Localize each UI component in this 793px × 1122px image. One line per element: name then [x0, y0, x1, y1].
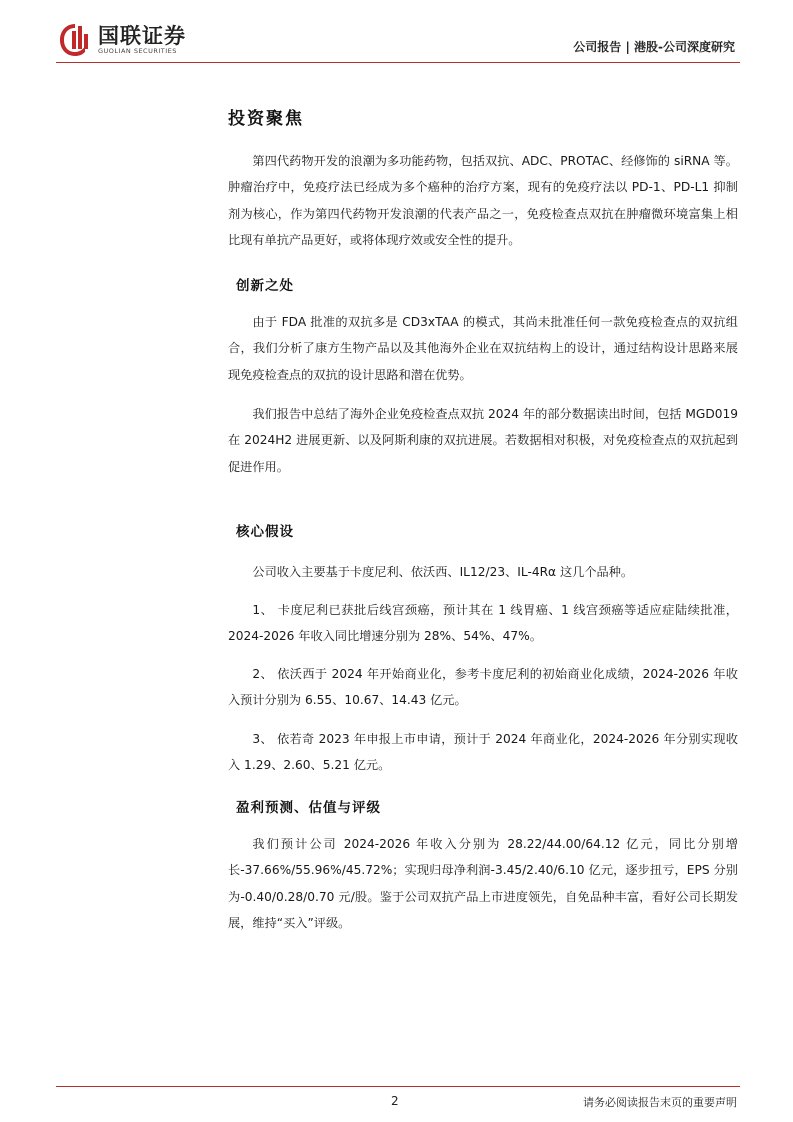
paragraph: 第四代药物开发的浪潮为多功能药物，包括双抗、ADC、PROTAC、经修饰的 siRNA 等。肿瘤治疗中，免疫疗法已经成为多个癌种的治疗方案，现有的免疫疗法以 PD-1、PD-L1 抑制剂为核心，作为第四代药物开发浪潮的代表产品之一，免疫检查点双抗在肿瘤微环境富集上相比现有单抗产品更好，或将体现疗效或安全性的提升。: [228, 154, 738, 248]
logo-chinese-name: 国联证券: [98, 23, 186, 48]
paragraph: 1、 卡度尼利已获批后线宫颈癌，预计其在 1 线胃癌、1 线宫颈癌等适应症陆续批准，2024-2026 年收入同比增速分别为 28%、54%、47%。: [228, 603, 738, 644]
section-title-investment-focus: 投资聚焦: [228, 109, 304, 129]
footer-disclaimer: 请务必阅读报告末页的重要声明: [583, 1096, 737, 1109]
paragraph: 由于 FDA 批准的双抗多是 CD3xTAA 的模式，其尚未批准任何一款免疫检查点的双抗组合，我们分析了康方生物产品以及其他海外企业在双抗结构上的设计，通过结构设计思路来展现免疫检查点的双抗的设计思路和潜在优势。: [228, 315, 738, 382]
section-title-earnings-forecast: 盈利预测、估值与评级: [236, 800, 381, 816]
paragraph: 3、 依若奇 2023 年申报上市申请，预计于 2024 年商业化，2024-2026 年分别实现收入 1.29、2.60、5.21 亿元。: [228, 732, 738, 773]
paragraph: 2、 依沃西于 2024 年开始商业化，参考卡度尼利的初始商业化成绩，2024-2026 年收入预计分别为 6.55、10.67、14.43 亿元。: [228, 667, 738, 708]
logo-english-name: GUOLIAN SECURITIES: [98, 46, 177, 55]
report-type: 公司报告 | 港股-公司深度研究: [573, 40, 735, 54]
page-number: 2: [391, 1094, 399, 1108]
guolian-logo-icon: [58, 22, 92, 58]
section-title-core-assumptions: 核心假设: [236, 524, 294, 540]
paragraph: 我们报告中总结了海外企业免疫检查点双抗 2024 年的部分数据读出时间，包括 MGD019 在 2024H2 进展更新、以及阿斯利康的双抗进展。若数据相对积极，对免疫检查点的双抗起到促进作用。: [228, 407, 738, 474]
company-logo: [58, 22, 186, 58]
paragraph: 我们预计公司 2024-2026 年收入分别为 28.22/44.00/64.12 亿元，同比分别增长-37.66%/55.96%/45.72%；实现归母净利润-3.45/2.40/6.10 亿元，逐步扭亏，EPS 分别为-0.40/0.28/0.70 元/股。鉴于公司双抗产品上市进度领先，自免品种丰富，看好公司长期发展，维持“买入”评级。: [228, 837, 738, 931]
section-title-innovation: 创新之处: [236, 278, 294, 294]
header-divider: [56, 62, 740, 63]
footer-divider: [56, 1086, 740, 1087]
page-header: [0, 0, 793, 64]
paragraph: 公司收入主要基于卡度尼利、依沃西、IL12/23、IL-4Rα 这几个品种。: [252, 565, 634, 579]
